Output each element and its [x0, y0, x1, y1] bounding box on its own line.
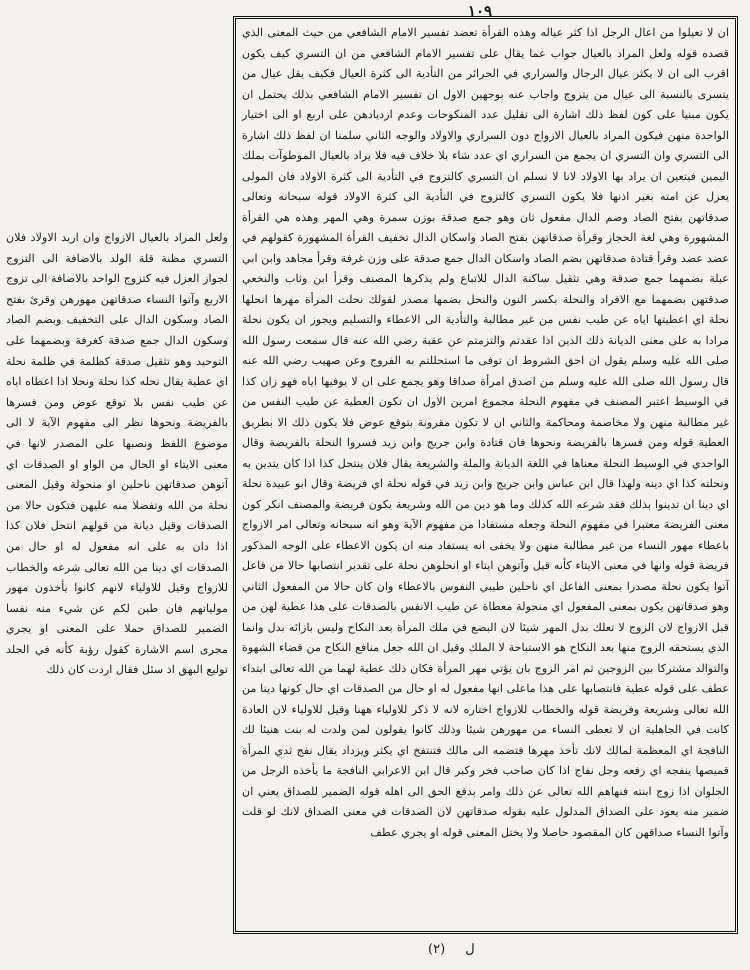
marginal-text: ولعل المراد بالعيال الازواج وان اريد الاولاد فلان التسري مظنة قلة الولد بالاضافة الى التزوج لجواز العزل فيه كتزوج الواحد بالاضافة الى تزوج الاربع وآتوا النساء صدقاتهن مهورهن وقرئ بفتح الصاد وسكون الدال على التخفيف وبضم الصاد وسكون الدال جمع صدقة كغرفة وبضمهما على التوحيد وهو تثقيل صدقة كظلمة في ظلمة نحلة اي عطية يقال نحله كذا نحلة ونحلا اذا اعطاه اياه عن طيب نفس بلا توقع عوض ومن فسرها بالفريضة ونحوها نظر الى مفهوم الآية لا الى موضوع اللفظ ونصبها على المصدر لانها في معنى الايتاء او الحال من الواو او الصدقات اي آتوهن صدقاتهن ناحلين او منحولة وقيل المعنى نحلة من الله وتفضلا منه عليهن فتكون حالا من الصدقات وقيل ديانة من قولهم انتحل فلان كذا اذا دان به على انه مفعول له او حال من الصدقات اي دينا من الله تعالى شرعه والخطاب للازواج وقيل للاولياء لانهم كانوا يأخذون مهور مولياتهم فان طبن لكم عن شيء منه نفسا الضمير للصداق حملا على المعنى او يجري مجرى اسم الاشارة كقول رؤبة كأنه في الجلد توليع البهق اذ سئل فقال اردت كان ذلك — [6, 231, 228, 677]
main-commentary-text: ان لا تعيلوا من اعال الرجل اذا كثر عياله وهذه القرأة تعضد تفسير الامام الشافعي من حيث المعنى الذي قصده قوله ولعل المراد بالعيال جواب عما يقال على تفسير الامام الشافعي من ان التسري كيف يكون اقرب الى ان لا يكثر عيال الرجال والسراري في الحرائر من التأدية الى كثرة العيال فكيف يقل عيال من يتسرى بالنسبة الى عيال من يتزوج واجاب عنه بوجهين الاول ان تفسير الامام الشافعي بذلك يحتمل ان يكون مبنيا على كون لفظ ذلك اشارة الى تقليل عدد المنكوحات وعدم ازديادهن على اربع او الى اختيار الواحدة منهن فيكون المراد بالعيال الازواج دون السراري والاولاد والوجه الثاني سلمنا ان لفظ ذلك اشارة الى التسري وان التسري ان يجمع من السراري اي عدد شاء بلا خلاف فيه فلا يراد بالعيال الموطوآت بملك اليمين فيتعين ان يراد بها الاولاد لانا لا نسلم ان التسري كالتزوج في التأدية الى كثرة الاولاد فان المولى يعزل عن امته بغير اذنها فلا يكون التسري كالتزوج في التأدية الى كثرة الاولاد قوله سبحانه وتعالى صدقاتهن بفتح الصاد وضم الدال مفعول ثان وهو جمع صدقة بوزن سمرة وهي المهر وهذه هي القرأة المشهورة وهي لغة الحجاز وقرأة صدقاتهن بفتح الصاد واسكان الدال تخفيف القرأة المشهورة كقولهم في عضد عضد وقرأ قتادة صدقاتهن بضم الصاد واسكان الدال جمع صدقة على وزن غرفة وقرأ مجاهد وابن ابي عبلة بضمهما جمع صدقة وهي تثقيل ساكنة الدال للاتباع ولم يذكرها المصنف وقرأ ابن وثاب والنخعي صدقتهن بضمهما مع الافراد والنحلة بكسر النون والنحل بضمها مصدر لقولك نحلت المرأة مهرها انحلها نحلة اي اعطيتها اياه عن طيب نفس من غير مطالبة والتأدية الى الاعطاء والتسليم ويجوز ان يكون نحلة مرادا به على معنى الديانة ذلك الدين اذا عقدتم والتزمتم عن عقبة رضي الله عنه قال سمعت رسول الله صلى الله عليه وسلم يقول ان احق الشروط ان توفى ما استحللتم به الفروج وعن صهيب رضي الله عنه قال رسول الله صلى الله عليه وسلم من اصدق امرأة صداقا وهو يجمع على ان لا يوفيها اياه فهو زان كذا في الوسيط اعتبر المصنف في مفهوم النحلة مجموع امرين الاول ان تكون العطية عن طيب النفس من غير مطالبة منهن ولا مخاصمة ومحاكمة والثاني ان لا تكون مقرونة بتوقع عوض فلا يكون ذلك الا بطريق العطية قوله ومن فسرها بالفريضة ونحوها فان قتادة وابن جريج وابن زيد فسروا النحلة بالفريضة وقال الواحدي في الوسيط النحلة معناها في اللغة الديانة والملة والشريعة يقال فلان ينتحل كذا اذا كان يتدين به ونحلته كذا اي دينه ولهذا قال ابن عباس وابن جريج وابن زيد في قوله نحلة اي فريضة وقال ابو عبيدة نحلة اي دينا ان تدينوا بذلك فقد شرعه الله كذلك وما هو دين من الله وشريعة يكون فريضة والمصنف انكر كون معنى الفريضة معتبرا في مفهوم النحلة وجعله مستفادا من مفهوم الآية وهو انه سبحانه وتعالى امر الازواج باعطاء مهور النساء من غير مطالبة منهن ولا يخفى انه يستفاد منه ان يكون الاعطاء على الوجه المذكور فريضة قوله وانها في معنى الايتاء كأنه قيل وآتوهن ايتاء او انحلوهن نحلة على تقدير انتصابها حالا من فاعل آتوا يكون نحلة مصدرا بمعنى الفاعل اي ناحلين طيبي النفوس بالاعطاء وان كان حالا من المفعول الثاني وهو صدقاتهن يكون بمعنى المفعول اي منحولة معطاة عن طيب الانفس بالصدقات على هذا عطية لهن من قبل الازواج لان الزوج لا تعلك بدل المهر شيئا لان البضع في ملك المرأة بعد النكاح وليس بازائه بدل وانما الذي يستحقه الزوج منها بعد النكاح هو الاستباحة لا الملك وقيل ان الله جعل منافع النكاح من قضاء الشهوة والتوالد مشتركا بين الزوجين ثم امر الزوج بان يؤتي مهر المرأة فكان ذلك عطية لهما من الله تعالى ابتداء عطف على قوله عطية فانتصابها على هذا ماعلى انها مفعول له او حال من الصدقات اي حال كونها دينا من الله تعالى وشريعة وفريضة قوله والخطاب للازواج اختاره لانه لا ذكر للاولياء ههنا وقيل للاولياء لان العادة كانت في الجاهلية ان لا تعطى النساء من مهورهن شيئا وذلك كانوا يقولون لمن ولدت له بنت هنيئا لك النافجة اي المعظمة لمالك لانك تأخذ مهرها فتضمه الى مالك فتنتفخ اي يكثر ويزداد يقال نفج ثدي المرأة قميصها ينفجه اي رفعه وجل نفاج اذا كان صاحب فخر وكبر قال ابن الاعرابي النافجة ما يأخذه الرجل من الحلوان اذا زوج ابنته فنهاهم الله تعالى عن ذلك وامر بدفع الحق الى اهله قوله الضمير للصداق يعني ان ضمير منه يعود على الصداق المدلول عليه بقوله صدقاتهن لان الصدقات في معنى الصداق لانك لو قلت وآتوا النساء صداقهن كان المقصود حاصلا ولا يختل المعنى قوله او يجري عطف — [242, 26, 729, 839]
marginal-text-column — [6, 228, 228, 788]
sheet-number: (٢) — [428, 942, 446, 957]
signature-mark: ل — [465, 942, 475, 957]
page-number: ۱۰۹ — [467, 2, 493, 20]
main-commentary-frame — [233, 16, 738, 934]
page-footer — [420, 942, 483, 957]
